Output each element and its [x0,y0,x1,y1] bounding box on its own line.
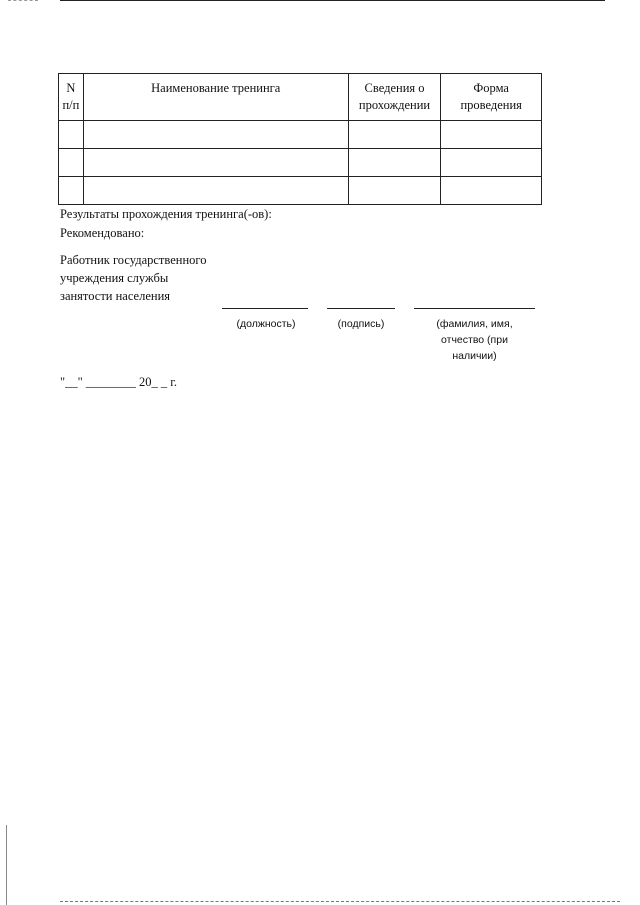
left-scan-mark [6,825,7,905]
position-signature-line [222,308,308,309]
table-cell [59,121,84,149]
table-cell [348,121,441,149]
signature-line [327,308,395,309]
header-completion-info: Сведения о прохождении [348,74,441,121]
table-cell [83,121,348,149]
header-format: Форма проведения [441,74,542,121]
table-header-row [59,74,542,121]
table-cell [59,149,84,177]
employee-line-1: Работник государственного [60,253,207,267]
employee-line-2: учреждения службы [60,271,169,285]
table-row [59,149,542,177]
employee-line-3: занятости населения [60,289,171,303]
table-cell [83,177,348,205]
table-cell [59,177,84,205]
full-name-signature-line [414,308,535,309]
top-border-line [60,0,605,1]
table-cell [441,121,542,149]
date-line: "__" ________ 20_ _ г. [60,375,178,389]
recommended-label: Рекомендовано: [60,226,145,240]
results-label: Результаты прохождения тренинга(-ов): [60,207,272,221]
trainings-table [58,73,542,205]
table-cell [441,149,542,177]
header-number: N п/п [59,74,84,121]
table-cell [348,177,441,205]
header-training-name: Наименование тренинга [83,74,348,121]
bottom-border-line [60,901,620,903]
position-caption: (должность) [236,318,296,330]
table-row [59,177,542,205]
table-cell [348,149,441,177]
table-row [59,121,542,149]
table-cell [83,149,348,177]
signature-caption: (подпись) [337,318,385,330]
top-corner-mark [8,0,38,2]
full-name-caption: (фамилия, имя, отчество (при наличии) [436,318,513,362]
table-cell [441,177,542,205]
